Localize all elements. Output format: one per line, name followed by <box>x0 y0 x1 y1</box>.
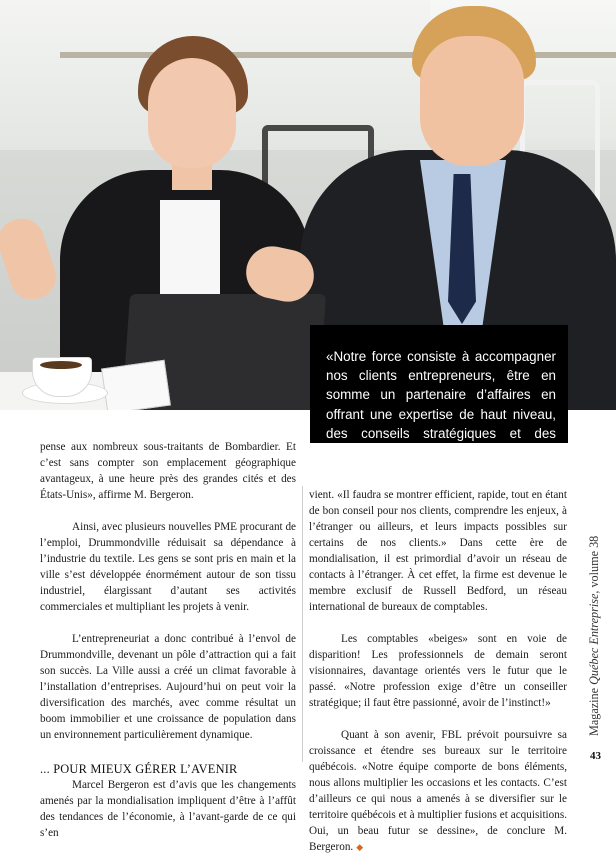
paragraph: Ainsi, avec plusieurs nouvelles PME procurant de l’emploi, Drummondville réduisait sa dépendance à l’industrie du textile. Les gens se sont pris en main et la ville s’est développée énormément autour de son tissu industriel, élargissant d’autant ses activités commerciales et multipliant les projets à venir. <box>40 521 297 613</box>
section-subheading: ... POUR MIEUX GÉRER L’AVENIR <box>40 762 238 776</box>
paragraph: L’entrepreneuriat a donc contribué à l’envol de Drummondville, devenant un pôle d’attraction qui a fait son succès. La Ville aussi a créé un climat favorable à l’installation d’entreprises. Aujourd’hui on peut voir la diversification des marchés, avec comme résultat un boom immobilier et une croissance de population dans un environnement particulièrement dynamique. <box>40 633 296 741</box>
coffee <box>40 361 82 369</box>
paragraph-gap <box>309 711 567 727</box>
magazine-side-caption <box>587 476 602 736</box>
article-column-right <box>309 487 567 855</box>
woman-face <box>148 58 236 168</box>
caption-volume: , volume 38 <box>587 535 601 594</box>
paragraph: pense aux nombreux sous-traitants de Bombardier. Et c’est sans compter son emplacement géographique avantageux, à une heure près des grandes cités et des États-Unis», affirme M. Bergeron. <box>40 441 296 501</box>
end-of-article-icon: ◆ <box>356 842 364 852</box>
column-divider <box>302 486 303 762</box>
paragraph: Les comptables «beiges» sont en voie de disparition! Les professionnels de demain seront visionnaires, davantage orientés vers le futur que le passé. «Notre profession exige d’être un conseiller stratégique; il faut être passionné, avoir de l’instinct!» <box>309 633 567 709</box>
paragraph: vient. «Il faudra se montrer efficient, rapide, tout en étant de bon conseil pour nos clients, comprendre les enjeux, à l’étranger ou ailleurs, et leurs impacts possibles sur certains de nos clients.» Dans cette ère de mondialisation, il est primordial d’avoir un réseau de contacts à l’étranger. À cet effet, la firme est devenue le membre exclusif de Russell Bedford, un réseau international de bureaux de comptables. <box>309 489 567 613</box>
man-face <box>420 36 524 166</box>
pull-quote-text: «Notre force consiste à accompagner nos clients entrepreneurs, être en somme un partenaire d’affaires en offrant une expertise de haut niveau, des conseils stratégiques et des solutions créatives... » <box>326 349 556 461</box>
magazine-title: Québec Entreprise <box>587 593 601 685</box>
paragraph <box>309 727 567 855</box>
paragraph-gap <box>309 615 567 631</box>
paragraph-text: Quant à son avenir, FBL prévoit poursuivre sa croissance et étendre ses bureaux sur le territoire québécois. «Notre équipe comporte de bons éléments, nous allons multiplier les occasions et les contacts. C’est d’ailleurs ce qui nous a amenés à se diversifier sur le territoire québécois et à multiplier fusions et acquisitions. Oui, un beau futur se dessine», de conclure M. Bergeron. <box>309 729 567 853</box>
paragraph-gap <box>40 503 296 519</box>
page-number: 43 <box>590 750 601 762</box>
paragraph-gap <box>40 615 296 631</box>
paragraph-gap <box>40 743 296 761</box>
notebook <box>101 360 171 410</box>
paragraph: Marcel Bergeron est d’avis que les changements amenés par la mondialisation impliquent d’être à l’affût des tendances de l’économie, à l’avant-garde de ce qui s’en <box>40 779 296 839</box>
article-column-left <box>40 439 296 841</box>
caption-prefix: Magazine <box>587 684 601 736</box>
pull-quote-box <box>310 325 568 461</box>
